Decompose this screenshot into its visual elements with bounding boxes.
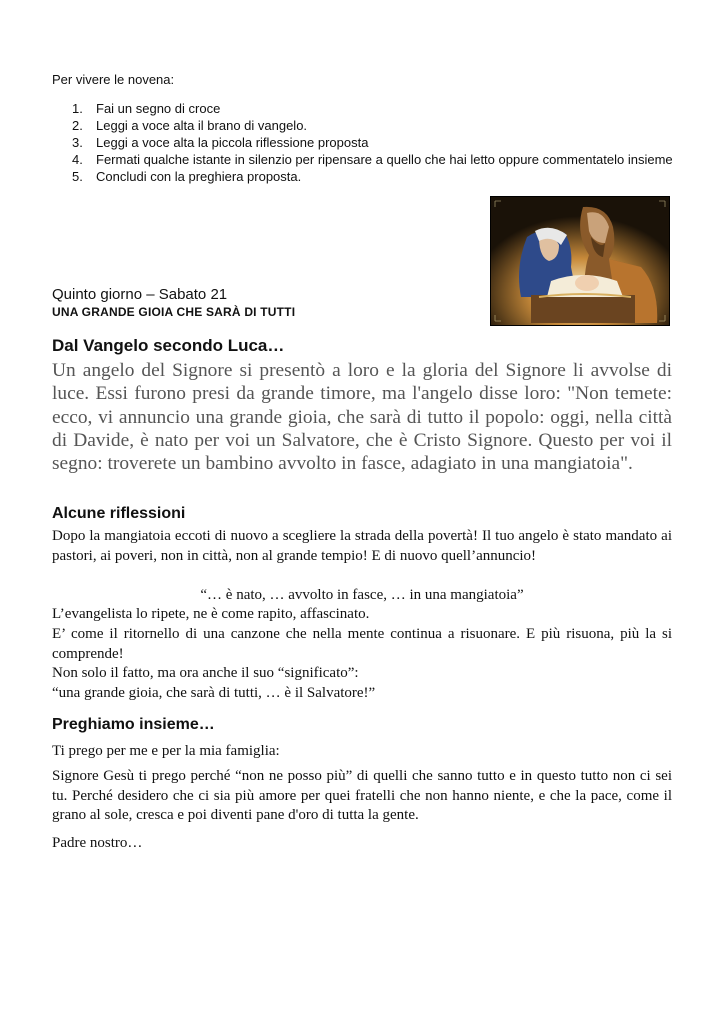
list-text: Concludi con la preghiera proposta.: [96, 169, 302, 184]
gospel-text: Un angelo del Signore si presentò a loro e la gloria del Signore li avvolse di luce. Essi furono presi da grande timore, ma l'angelo disse loro: "Non temete: ecco, vi annuncio una grande gioia, che sarà di tutto il popolo: oggi, nella città di Davide, è nato per voi un Salvatore, che è Cristo Signore. Questo per voi il segno: troverete un bambino avvolto in fasce, adagiato in una mangiatoia".: [52, 360, 672, 475]
instructions-list: [72, 100, 684, 185]
list-text: Fermati qualche istante in silenzio per ripensare a quello che hai letto oppure commentatelo insieme: [96, 152, 673, 167]
list-number: 4.: [72, 152, 83, 167]
list-item: [72, 151, 684, 168]
gospel-heading: Dal Vangelo secondo Luca…: [52, 336, 285, 355]
list-number: 1.: [72, 101, 83, 116]
list-item: [72, 134, 684, 151]
prayer-paragraph: Signore Gesù ti prego perché “non ne posso più” di quelli che sanno tutto e in questo tutto non ci sei tu. Perché desidero che ci sia più amore per quei fratelli che non hanno niente, e che la pace, come il grano al sole, cresca e poi diventi pane d'oro di tutta la gente.: [52, 768, 672, 823]
nativity-image: [490, 196, 670, 326]
list-number: 2.: [72, 118, 83, 133]
day-title: Quinto giorno – Sabato 21: [52, 286, 228, 303]
reflection-paragraph: L’evangelista lo ripete, ne è come rapito, affascinato.: [52, 606, 370, 622]
reflection-quote: “… è nato, … avvolto in fasce, … in una mangiatoia”: [200, 587, 524, 603]
prayer-closing: Padre nostro…: [52, 835, 143, 851]
list-item: [72, 117, 684, 134]
reflection-heading: Alcune riflessioni: [52, 505, 186, 522]
day-subtitle: UNA GRANDE GIOIA CHE SARÀ DI TUTTI: [52, 305, 296, 319]
reflection-paragraph: Dopo la mangiatoia eccoti di nuovo a scegliere la strada della povertà! Il tuo angelo è stato mandato ai pastori, ai poveri, non in città, non al grande tempio! E di nuovo quell’annuncio!: [52, 528, 672, 564]
nativity-illustration: [491, 197, 669, 325]
list-text: Leggi a voce alta la piccola riflessione proposta: [96, 135, 369, 150]
list-number: 5.: [72, 169, 83, 184]
reflection-paragraph: “una grande gioia, che sarà di tutti, … è il Salvatore!”: [52, 685, 376, 701]
list-item: [72, 168, 684, 185]
prayer-paragraph: Ti prego per me e per la mia famiglia:: [52, 743, 280, 759]
list-item: [72, 100, 684, 117]
reflection-paragraph: E’ come il ritornello di una canzone che nella mente continua a risuonare. E più risuona, più la si comprende!: [52, 626, 672, 662]
intro-title: Per vivere le novena:: [52, 72, 175, 87]
list-text: Leggi a voce alta il brano di vangelo.: [96, 118, 308, 133]
list-text: Fai un segno di croce: [96, 101, 221, 116]
list-number: 3.: [72, 135, 83, 150]
reflection-paragraph: Non solo il fatto, ma ora anche il suo “significato”:: [52, 665, 359, 681]
prayer-heading: Preghiamo insieme…: [52, 716, 215, 733]
